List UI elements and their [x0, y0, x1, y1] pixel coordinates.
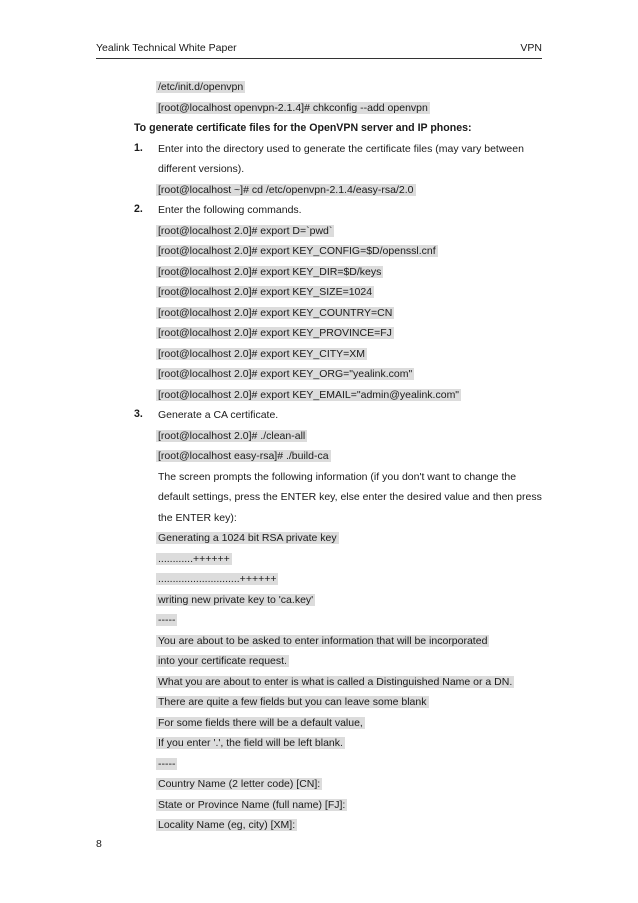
- code-line: [158, 695, 429, 709]
- body-text-line: different versions).: [158, 163, 245, 175]
- code-text: [root@localhost 2.0]# export D=`pwd`: [158, 224, 333, 237]
- code-text: [root@localhost 2.0]# export KEY_DIR=$D/keys: [158, 265, 382, 278]
- code-text: -----: [158, 757, 176, 770]
- code-text: State or Province Name (full name) [FJ]:: [158, 798, 346, 811]
- code-text: into your certificate request.: [158, 655, 287, 667]
- code-text: [root@localhost 2.0]# export KEY_SIZE=1024: [158, 286, 373, 298]
- code-line: [158, 777, 322, 791]
- code-text: Country Name (2 letter code) [CN]:: [158, 778, 321, 790]
- code-line: [158, 326, 394, 340]
- code-text: Locality Name (eg, city) [XM]:: [158, 819, 296, 831]
- code-text: [root@localhost ~]# cd /etc/openvpn-2.1.4/easy-rsa/2.0: [158, 183, 414, 196]
- code-line: [158, 736, 345, 750]
- code-text: [root@localhost openvpn-2.1.4]# chkconfig --add openvpn: [158, 101, 428, 114]
- code-line: [158, 265, 383, 279]
- code-text: There are quite a few fields but you can leave some blank: [158, 696, 427, 708]
- code-line: [158, 285, 374, 299]
- code-line: [158, 367, 414, 381]
- code-line: [158, 634, 489, 648]
- code-text: [root@localhost 2.0]# export KEY_EMAIL="admin@yealink.com": [158, 388, 460, 401]
- code-line: [158, 654, 289, 668]
- code-line: [158, 388, 461, 402]
- code-text: What you are about to enter is what is called a Distinguished Name or a DN.: [158, 675, 513, 688]
- body-text-line: Enter the following commands.: [158, 204, 302, 216]
- code-line: [158, 716, 365, 730]
- body-text-line: The screen prompts the following information (if you don't want to change the: [158, 470, 517, 483]
- code-text: You are about to be asked to enter information that will be incorporated: [158, 634, 488, 647]
- code-text: [root@localhost easy-rsa]# ./build-ca: [158, 450, 329, 462]
- code-line: [158, 531, 339, 545]
- body-text-line: Generate a CA certificate.: [158, 409, 279, 421]
- page-number: 8: [96, 838, 102, 850]
- step-number: 3.: [134, 408, 143, 420]
- code-text: /etc/init.d/openvpn: [158, 81, 244, 93]
- code-line: [158, 101, 430, 115]
- code-text: ............................++++++: [158, 573, 277, 585]
- code-text: Generating a 1024 bit RSA private key: [158, 532, 337, 544]
- code-text: [root@localhost 2.0]# ./clean-all: [158, 429, 306, 442]
- code-text: [root@localhost 2.0]# export KEY_COUNTRY=CN: [158, 306, 393, 319]
- code-line: [158, 224, 334, 238]
- body-text-line: Enter into the directory used to generate the certificate files (may vary between: [158, 142, 524, 155]
- section-title: VPN: [520, 42, 542, 54]
- code-text: [root@localhost 2.0]# export KEY_CONFIG=$D/openssl.cnf: [158, 245, 436, 257]
- body-text-line: default settings, press the ENTER key, else enter the desired value and then press: [158, 491, 542, 503]
- document-title: Yealink Technical White Paper: [96, 42, 237, 54]
- code-line: [158, 347, 367, 361]
- code-text: -----: [158, 614, 176, 626]
- code-text: [root@localhost 2.0]# export KEY_CITY=XM: [158, 347, 366, 360]
- code-line: [158, 757, 177, 771]
- code-text: writing new private key to 'ca.key': [158, 593, 314, 606]
- code-line: [158, 449, 331, 463]
- code-text: If you enter '.', the field will be left blank.: [158, 737, 343, 749]
- section-heading: To generate certificate files for the OpenVPN server and IP phones:: [134, 122, 472, 134]
- page-header: [96, 42, 542, 59]
- code-line: [158, 798, 347, 812]
- step-number: 1.: [134, 141, 143, 154]
- code-text: For some fields there will be a default value,: [158, 716, 363, 729]
- code-text: [root@localhost 2.0]# export KEY_PROVINCE=FJ: [158, 327, 392, 339]
- code-line: [158, 552, 232, 566]
- code-line: [158, 675, 514, 689]
- code-line: [158, 818, 297, 832]
- code-line: [158, 244, 438, 258]
- code-line: [158, 80, 245, 94]
- body-text-line: the ENTER key):: [158, 511, 237, 524]
- code-line: [158, 306, 394, 320]
- step-number: 2.: [134, 203, 143, 215]
- code-text: [root@localhost 2.0]# export KEY_ORG="yealink.com": [158, 368, 413, 380]
- code-line: [158, 613, 177, 627]
- code-line: [158, 572, 278, 586]
- code-line: [158, 593, 315, 607]
- code-line: [158, 183, 416, 197]
- code-line: [158, 429, 307, 443]
- code-text: ............++++++: [158, 552, 230, 565]
